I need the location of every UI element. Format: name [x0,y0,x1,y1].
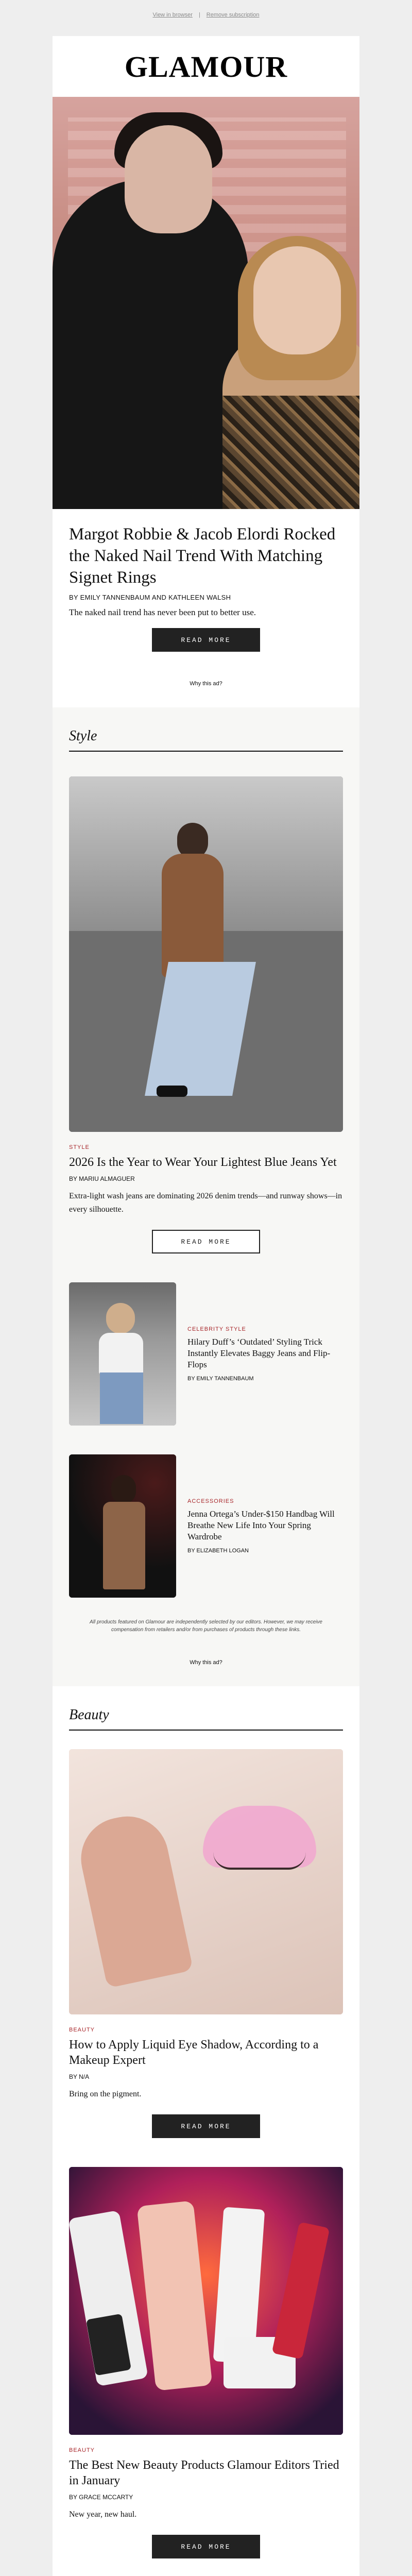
hilary-duff-image[interactable] [69,1282,176,1426]
header [53,36,359,97]
beauty-read-more-button[interactable]: READ MORE [152,2114,260,2138]
why-this-ad-link[interactable]: Why this ad? [190,1659,222,1666]
view-in-browser-link[interactable]: View in browser [152,12,193,18]
story-tag: BEAUTY [69,2447,95,2453]
story-byline: BY N/A [69,2073,90,2080]
list-item[interactable] [69,1282,343,1426]
style-lead-image[interactable] [69,776,343,1132]
hero-title[interactable]: Margot Robbie & Jacob Elordi Rocked the Naked Nail Trend With Matching Signet Rings [69,525,336,587]
beauty-heading: Beauty [69,1707,109,1723]
list-item[interactable] [69,1454,343,1598]
style-heading: Style [69,728,97,744]
story-dek: New year, new haul. [69,2510,137,2519]
style-lead-dek: Extra-light wash jeans are dominating 2026 denim trends—and runway shows—in every silhouette. [69,1192,342,1214]
divider [69,751,343,752]
story-tag: BEAUTY [69,2027,95,2033]
hero-read-more-button[interactable]: READ MORE [152,628,260,652]
hero-image[interactable] [53,97,359,509]
divider [69,1730,343,1731]
story-title[interactable]: How to Apply Liquid Eye Shadow, According to a Makeup Expert [69,2038,319,2067]
why-this-ad-link[interactable]: Why this ad? [190,681,222,687]
affiliate-disclaimer: All products featured on Glamour are independently selected by our editors. However, we may receive compensation from retailers and/or from purchases of products through these links. [90,1619,322,1633]
newsletter-body [53,36,359,2576]
item-byline: BY EMILY TANNENBAUM [187,1376,254,1382]
item-byline: BY ELIZABETH LOGAN [187,1548,249,1554]
hero-dek: The naked nail trend has never been put to better use. [69,607,256,617]
eyeshadow-image[interactable] [69,1749,343,2014]
jenna-ortega-image[interactable] [69,1454,176,1598]
item-tag: CELEBRITY STYLE [187,1326,246,1332]
style-lead-title[interactable]: 2026 Is the Year to Wear Your Lightest Blue Jeans Yet [69,1156,337,1169]
preheader: View in browser | Remove subscription [152,12,260,18]
style-section [53,707,359,1686]
item-title[interactable]: Jenna Ortega’s Under-$150 Handbag Will Breathe New Life Into Your Spring Wardrobe [187,1509,335,1541]
story-byline: BY GRACE MCCARTY [69,2494,133,2501]
story-dek: Bring on the pigment. [69,2090,142,2098]
style-lead-byline: BY MARIU ALMAGUER [69,1175,135,1182]
beauty-products-image[interactable] [69,2167,343,2435]
glamour-logo[interactable]: GLAMOUR [124,49,288,83]
story-title[interactable]: The Best New Beauty Products Glamour Editors Tried in January [69,2459,339,2487]
style-lead-tag: STYLE [69,1144,90,1150]
beauty-read-more-button[interactable]: READ MORE [152,2535,260,2558]
item-title[interactable]: Hilary Duff’s ‘Outdated’ Styling Trick Instantly Elevates Baggy Jeans and Flip-Flops [187,1337,331,1369]
hero-byline: BY EMILY TANNENBAUM AND KATHLEEN WALSH [69,594,231,601]
item-tag: ACCESSORIES [187,1498,234,1504]
beauty-section [53,1686,359,2558]
style-read-more-button[interactable]: READ MORE [152,1230,260,1253]
remove-subscription-link[interactable]: Remove subscription [206,12,260,18]
